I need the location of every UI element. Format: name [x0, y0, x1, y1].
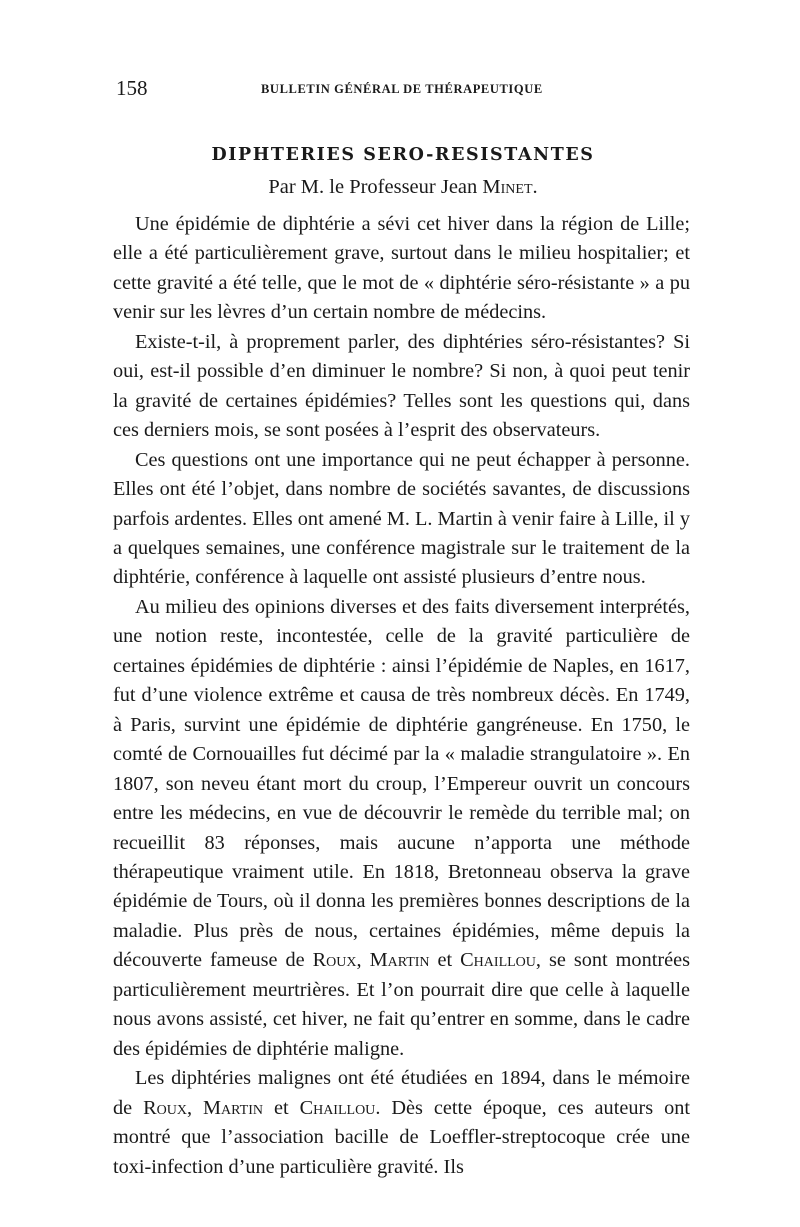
byline-prefix: Par M. le Professeur Jean: [268, 176, 483, 198]
paragraph-2: Existe-t-il, à proprement parler, des diphtéries séro-résistantes? Si oui, est-il possible d’en diminuer le nombre? Si non, à quoi peut tenir la gravité de certaines épidémies? Telles sont les questions qui, dans ces derniers mois, se sont posées à l’esprit des observateurs.: [113, 330, 690, 442]
author-chaillou: Chaillou: [460, 949, 536, 972]
running-head: [116, 76, 716, 100]
article-body: [113, 210, 690, 1182]
byline-author: Minet.: [482, 176, 538, 198]
byline: [116, 174, 690, 200]
separator-et-2: et: [262, 1096, 300, 1119]
journal-title: BULLETIN GÉNÉRAL DE THÉRAPEUTIQUE: [261, 82, 543, 96]
page-number: 158: [116, 76, 148, 100]
article-title: DIPHTERIES SERO-RESISTANTES: [211, 145, 595, 165]
paragraph-3: Ces questions ont une importance qui ne peut échapper à personne. Elles ont été l’objet, dans nombre de sociétés savantes, de discussions parfois ardentes. Elles ont amené M. L. Martin à venir faire à Lille, il y a quelques semaines, une conférence magistrale sur le traitement de la diphtérie, conférence à laquelle ont assisté plusieurs d’entre nous.: [113, 448, 690, 589]
paragraph-5: [113, 1064, 690, 1182]
paragraph-4-text-a: Au milieu des opinions diverses et des faits diversement interprétés, une notion reste, incontestée, celle de la gravité particulière de certaines épidémies de diphtérie : ainsi l’épidémie de Naples, en 1617, fut d’une violence extrême et causa de très nombreux décès. En 1749, à Paris, survint une épidémie de diphtérie gangréneuse. En 1750, le comté de Cornouailles fut décimé par la « maladie strangulatoire ». En 1807, son neveu étant mort du croup, l’Empereur ouvrit un concours entre les médecins, en vue de découvrir le remède du terrible mal; on recueillit 83 réponses, mais aucune n’apporta une méthode thérapeutique vraiment utile. En 1818, Bretonneau observa la grave épidémie de Tours, où il donna les premières bonnes descriptions de la maladie. Plus près de nous, certaines épidémies, même depuis la découverte fameuse de: [113, 595, 690, 972]
author-roux-2: Roux: [143, 1096, 187, 1119]
paragraph-1: Une épidémie de diphtérie a sévi cet hiver dans la région de Lille; elle a été particulièrement grave, surtout dans le milieu hospitalier; et cette gravité a été telle, que le mot de « diphtérie séro-résistante » a pu venir sur les lèvres d’un certain nombre de médecins.: [113, 213, 690, 324]
author-martin: Martin: [369, 949, 430, 972]
paragraph-4-text-b: , se sont montrées particulièrement meurtrières. Et l’on pourrait dire que celle à laquelle nous avons assisté, cet hiver, ne fait qu’entrer en somme, dans le cadre des épidémies de diphtérie maligne.: [113, 949, 690, 1060]
paragraph-5-text-a: Les diphtéries malignes ont été étudiées en 1894, dans le mémoire de: [113, 1067, 690, 1119]
paragraph-5-text-b: . Dès cette époque, ces auteurs ont montré que l’association bacille de Loeffler-streptocoque crée une toxi-infection d’une particulière gravité. Ils: [113, 1096, 691, 1178]
separator-comma: ,: [356, 949, 370, 972]
author-martin-2: Martin: [203, 1096, 263, 1119]
paragraph-4: [113, 593, 690, 1064]
separator-et: et: [429, 949, 461, 972]
author-chaillou-2: Chaillou: [299, 1096, 376, 1119]
separator-comma-2: ,: [186, 1096, 204, 1119]
author-roux: Roux: [312, 949, 357, 972]
